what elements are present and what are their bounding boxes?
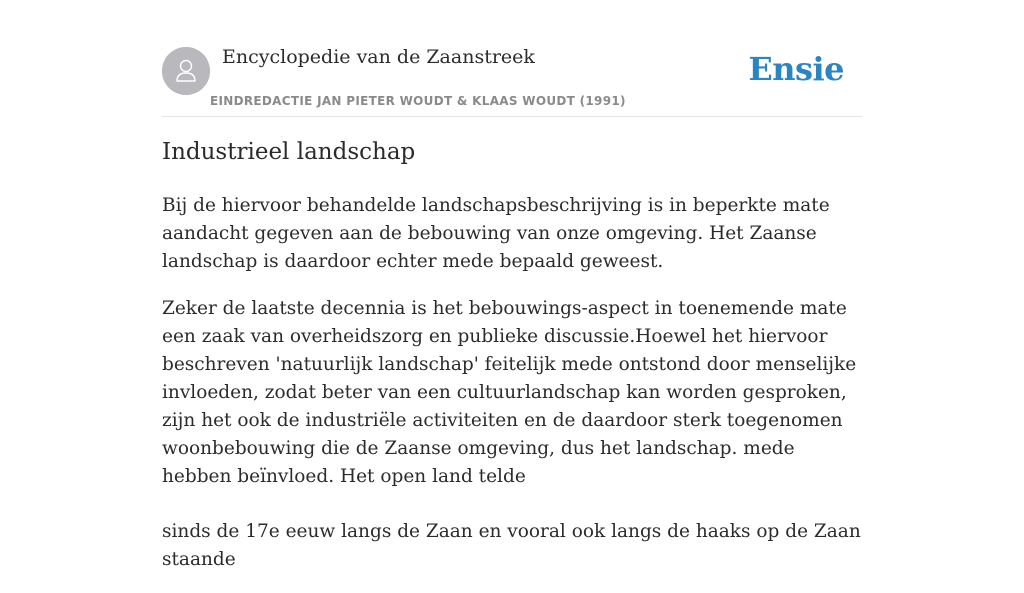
article-page (162, 0, 862, 570)
user-silhouette-icon (162, 47, 210, 95)
book-editors: EINDREDACTIE JAN PIETER WOUDT & KLAAS WOUDT (1991) (210, 94, 626, 108)
ensie-logo[interactable]: Ensie (748, 50, 844, 88)
avatar[interactable] (162, 47, 210, 95)
entry-title: Industrieel landschap (162, 139, 416, 165)
entry-paragraph: sinds de 17e eeuw langs de Zaan en vooral ook langs de haaks op de Zaan staande (162, 521, 861, 570)
book-title[interactable]: Encyclopedie van de Zaanstreek (222, 46, 535, 68)
book-header (162, 0, 862, 117)
entry-paragraph: Bij de hiervoor behandelde landschapsbeschrijving is in beperkte mate aandacht gegeven aan de bebouwing van onze omgeving. Het Zaanse landschap is daardoor echter mede bepaald geweest. (162, 195, 830, 272)
entry-paragraph: Zeker de laatste decennia is het bebouwings-aspect in toenemende mate een zaak van overheidszorg en publieke discussie.Hoewel het hiervoor beschreven 'natuurlijk landschap' feitelijk mede ontstond door menselijke invloeden, zodat beter van een cultuurlandschap kan worden gesproken, zijn het ook de industriële activiteiten en de daardoor sterk toegenomen woonbebouwing die de Zaanse omgeving, dus het landschap. mede hebben beïnvloed. Het open land telde (162, 298, 857, 487)
entry-body (162, 192, 862, 593)
